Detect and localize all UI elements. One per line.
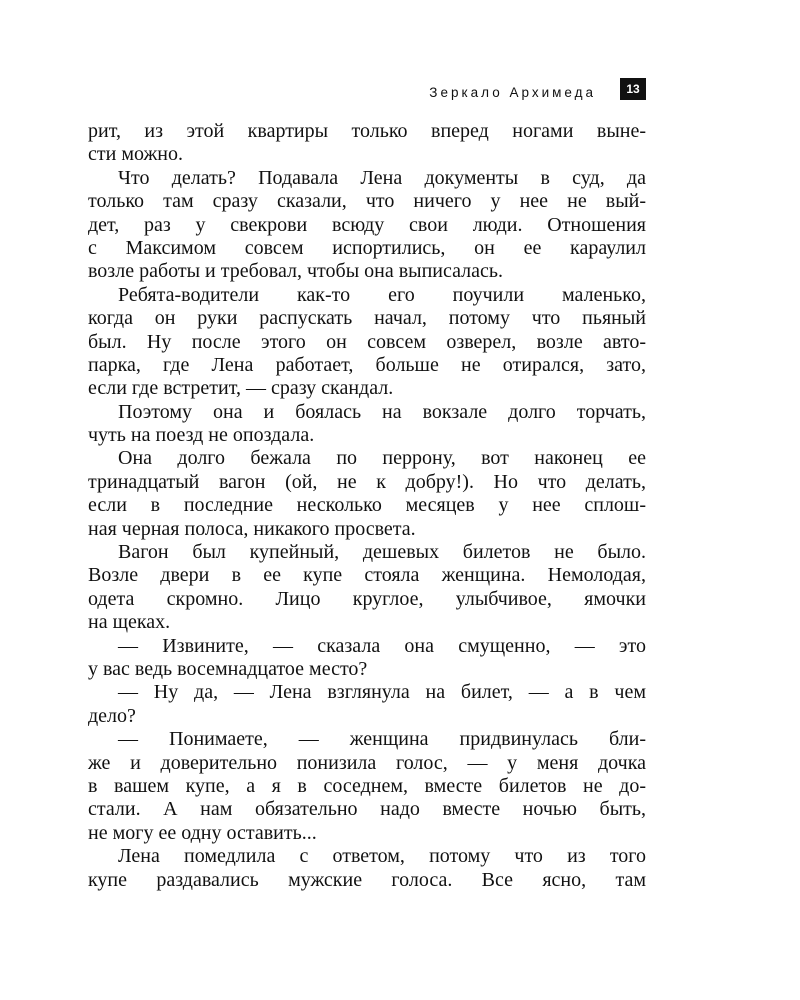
text-line: купе раздавались мужские голоса. Все ясно, там [88,868,646,891]
text-line: тринадцатый вагон (ой, не к добру!). Но что делать, [88,470,646,493]
text-line: дет, раз у свекрови всюду свои люди. Отношения [88,213,646,236]
text-line: когда он руки распускать начал, потому что пьяный [88,307,646,330]
text-line: чуть на поезд не опоздала. [88,424,315,447]
text-line: одета скромно. Лицо круглое, улыбчивое, ямочки [88,587,646,610]
text-line: Вагон был купейный, дешевых билетов не было. [118,541,646,564]
text-line: не могу ее одну оставить... [88,821,317,844]
text-line: Лена помедлила с ответом, потому что из того [118,845,646,868]
text-line: только там сразу сказали, что ничего у нее не вый- [88,190,646,213]
text-line: Она долго бежала по перрону, вот наконец ее [118,447,646,470]
text-line: — Понимаете, — женщина придвинулась бли- [118,728,646,751]
text-line: — Ну да, — Лена взглянула на билет, — а в чем [118,681,646,704]
text-line: если где встретит, — сразу скандал. [88,377,394,400]
page-number-badge: 13 [620,78,646,100]
text-line: был. Ну после этого он совсем озверел, возле авто- [88,330,646,353]
text-line: в вашем купе, а я в соседнем, вместе билетов не до- [88,774,646,797]
text-line: Поэтому она и боялась на вокзале долго торчать, [118,400,646,423]
text-line: же и доверительно понизила голос, — у меня дочка [88,751,646,774]
running-title: Зеркало Архимеда [429,85,596,100]
text-line: дело? [88,704,136,727]
body-text [88,120,646,892]
text-line: если в последние несколько месяцев у нее сплош- [88,494,646,517]
text-line: с Максимом совсем испортились, он ее караулил [88,236,646,259]
text-line: стали. А нам обязательно надо вместе ночью быть, [88,798,646,821]
text-line: Возле двери в ее купе стояла женщина. Немолодая, [88,564,646,587]
text-line: — Извините, — сказала она смущенно, — это [118,634,646,657]
text-line: рит, из этой квартиры только вперед ногами выне- [88,120,646,142]
text-line: Ребята-водители как-то его поучили маленько, [118,283,646,306]
text-line: на щеках. [88,611,171,634]
text-line: возле работы и требовал, чтобы она выписалась. [88,260,504,283]
text-line: Что делать? Подавала Лена документы в суд, да [118,166,646,189]
text-line: у вас ведь восемнадцатое место? [88,657,368,680]
text-line: сти можно. [88,143,183,166]
text-line: ная черная полоса, никакого просвета. [88,517,416,540]
text-line: парка, где Лена работает, больше не отирался, зато, [88,353,646,376]
